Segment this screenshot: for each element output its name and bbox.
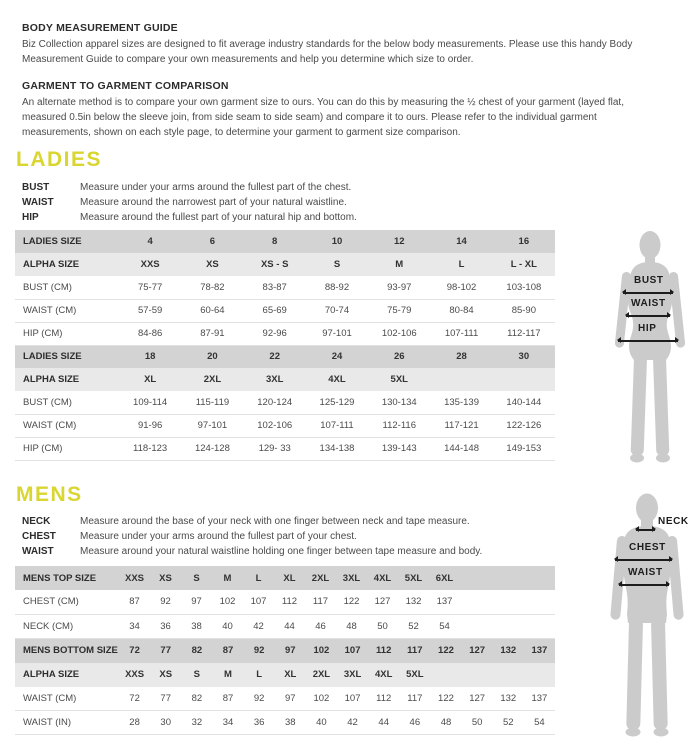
size-cell: 2XL bbox=[305, 566, 336, 590]
size-cell: 112 bbox=[368, 687, 399, 711]
chest-figure-label: CHEST bbox=[629, 542, 666, 553]
size-cell: 93-97 bbox=[368, 276, 430, 299]
size-cell: 92 bbox=[244, 639, 275, 663]
size-cell: 134-138 bbox=[306, 437, 368, 460]
definition-description: Measure under your arms around the fullest part of your chest. bbox=[80, 531, 357, 542]
definition-row bbox=[22, 514, 482, 529]
size-cell: 91-96 bbox=[119, 414, 181, 437]
definition-term: HIP bbox=[22, 212, 39, 223]
size-cell: 102 bbox=[306, 687, 337, 711]
female-silhouette-graphic bbox=[602, 230, 698, 472]
size-cell: 117 bbox=[399, 687, 430, 711]
size-cell: 137 bbox=[524, 687, 555, 711]
size-cell: 6XL bbox=[429, 566, 460, 590]
size-cell: 36 bbox=[150, 614, 181, 638]
size-cell: XXS bbox=[119, 663, 150, 687]
size-cell: XS bbox=[181, 253, 243, 276]
definition-term: WAIST bbox=[22, 197, 54, 208]
size-cell: 102 bbox=[306, 639, 337, 663]
row-label: WAIST (CM) bbox=[15, 299, 119, 322]
size-cell: 3XL bbox=[336, 566, 367, 590]
table-row bbox=[15, 639, 555, 663]
size-cell: 132 bbox=[398, 590, 429, 614]
size-cell: 10 bbox=[306, 230, 368, 253]
definition-term: NECK bbox=[22, 516, 51, 527]
size-cell: S bbox=[181, 663, 212, 687]
table-row bbox=[15, 711, 555, 735]
row-label: LADIES SIZE bbox=[15, 345, 119, 368]
size-cell: 88-92 bbox=[306, 276, 368, 299]
size-cell: 98-102 bbox=[430, 276, 492, 299]
definition-description: Measure around your natural waistline holding one finger between tape measure and body. bbox=[80, 546, 483, 557]
size-cell: S bbox=[306, 253, 368, 276]
size-cell: 117-121 bbox=[430, 414, 492, 437]
size-cell: 16 bbox=[493, 230, 555, 253]
mens-top-size-table bbox=[15, 566, 555, 639]
size-cell: 84-86 bbox=[119, 322, 181, 345]
waist-figure-label: WAIST bbox=[631, 298, 666, 309]
row-label: LADIES SIZE bbox=[15, 230, 119, 253]
size-cell: M bbox=[368, 253, 430, 276]
size-cell: 75-79 bbox=[368, 299, 430, 322]
guide-title: BODY MEASUREMENT GUIDE bbox=[22, 22, 178, 34]
size-cell: 97-101 bbox=[181, 414, 243, 437]
ladies-definitions bbox=[22, 180, 357, 225]
size-cell: 3XL bbox=[337, 663, 368, 687]
size-cell: 77 bbox=[150, 687, 181, 711]
size-cell: 40 bbox=[212, 614, 243, 638]
row-label: BUST (CM) bbox=[15, 276, 119, 299]
row-label: ALPHA SIZE bbox=[15, 663, 119, 687]
size-cell: 97 bbox=[181, 590, 212, 614]
size-cell: 42 bbox=[243, 614, 274, 638]
guide-paragraph: Biz Collection apparel sizes are designed to fit average industry standards for the below body measurements. Please use this handy Body Measurement Guide to compare your own measurements and help you determine which size to order. bbox=[22, 39, 633, 65]
size-cell: 14 bbox=[430, 230, 492, 253]
size-cell: 97 bbox=[275, 639, 306, 663]
size-cell bbox=[462, 663, 493, 687]
size-cell: M bbox=[212, 566, 243, 590]
size-cell: 28 bbox=[430, 345, 492, 368]
size-cell: 109-114 bbox=[119, 391, 181, 414]
size-cell: 132 bbox=[493, 687, 524, 711]
filler-cell bbox=[460, 566, 555, 590]
size-cell: 87 bbox=[212, 687, 243, 711]
size-cell: 18 bbox=[119, 345, 181, 368]
table-row bbox=[15, 276, 555, 299]
definition-description: Measure under your arms around the fullest part of the chest. bbox=[80, 182, 352, 193]
neck-figure-label: NECK bbox=[658, 516, 689, 527]
size-cell: 83-87 bbox=[244, 276, 306, 299]
size-cell: 28 bbox=[119, 711, 150, 735]
size-cell: 92 bbox=[244, 687, 275, 711]
definition-term: BUST bbox=[22, 182, 50, 193]
size-cell: L bbox=[430, 253, 492, 276]
male-silhouette bbox=[600, 492, 700, 750]
row-label: ALPHA SIZE bbox=[15, 253, 119, 276]
size-cell: 72 bbox=[119, 639, 150, 663]
size-cell bbox=[430, 368, 492, 391]
size-cell: 137 bbox=[524, 639, 555, 663]
bust-figure-label: BUST bbox=[634, 275, 664, 286]
size-cell: 112 bbox=[274, 590, 305, 614]
row-label: MENS TOP SIZE bbox=[15, 566, 119, 590]
size-cell: L bbox=[243, 566, 274, 590]
size-cell: M bbox=[212, 663, 243, 687]
size-cell: 87-91 bbox=[181, 322, 243, 345]
size-cell: 103-108 bbox=[493, 276, 555, 299]
size-cell: 34 bbox=[119, 614, 150, 638]
row-label: MENS BOTTOM SIZE bbox=[15, 639, 119, 663]
size-cell: 140-144 bbox=[493, 391, 555, 414]
table-row bbox=[15, 437, 555, 460]
definition-row bbox=[22, 195, 357, 210]
size-cell: 122 bbox=[430, 687, 461, 711]
filler-cell bbox=[460, 590, 555, 614]
size-cell: 26 bbox=[368, 345, 430, 368]
definition-row bbox=[22, 180, 357, 195]
size-cell: 30 bbox=[150, 711, 181, 735]
size-cell: L bbox=[244, 663, 275, 687]
definition-row bbox=[22, 529, 482, 544]
mens-bottom-size-table bbox=[15, 639, 555, 736]
size-cell: 42 bbox=[337, 711, 368, 735]
waist-figure-label-male: WAIST bbox=[628, 567, 663, 578]
size-cell: 65-69 bbox=[244, 299, 306, 322]
mens-definitions bbox=[22, 514, 482, 559]
size-cell: XXS bbox=[119, 566, 150, 590]
size-cell bbox=[430, 663, 461, 687]
size-cell: XS bbox=[150, 566, 181, 590]
size-cell: 102-106 bbox=[244, 414, 306, 437]
row-label: WAIST (CM) bbox=[15, 414, 119, 437]
female-silhouette bbox=[602, 230, 698, 472]
size-cell: 46 bbox=[399, 711, 430, 735]
ladies-size-table bbox=[15, 230, 555, 461]
size-cell: 149-153 bbox=[493, 437, 555, 460]
hip-arrow-icon bbox=[618, 340, 678, 342]
table-row bbox=[15, 663, 555, 687]
size-cell: 52 bbox=[398, 614, 429, 638]
size-cell: 137 bbox=[429, 590, 460, 614]
ladies-heading: LADIES bbox=[16, 148, 103, 171]
size-cell: 107 bbox=[337, 687, 368, 711]
definition-row bbox=[22, 210, 357, 225]
size-cell: 44 bbox=[368, 711, 399, 735]
size-cell: 127 bbox=[462, 639, 493, 663]
definition-term: CHEST bbox=[22, 531, 56, 542]
size-cell: 2XL bbox=[181, 368, 243, 391]
size-cell: 8 bbox=[244, 230, 306, 253]
size-cell: 107 bbox=[337, 639, 368, 663]
size-cell: 97 bbox=[275, 687, 306, 711]
size-cell: 122 bbox=[336, 590, 367, 614]
row-label: HIP (CM) bbox=[15, 437, 119, 460]
waist-arrow-icon bbox=[626, 315, 670, 317]
definition-row bbox=[22, 544, 482, 559]
size-cell: 5XL bbox=[399, 663, 430, 687]
size-cell: 40 bbox=[306, 711, 337, 735]
size-cell: 30 bbox=[493, 345, 555, 368]
size-cell: 102 bbox=[212, 590, 243, 614]
size-cell: 60-64 bbox=[181, 299, 243, 322]
size-cell: 5XL bbox=[398, 566, 429, 590]
row-label: NECK (CM) bbox=[15, 614, 119, 638]
size-cell: 36 bbox=[244, 711, 275, 735]
table-row bbox=[15, 687, 555, 711]
size-cell: 112 bbox=[368, 639, 399, 663]
row-label: ALPHA SIZE bbox=[15, 368, 119, 391]
table-row bbox=[15, 230, 555, 253]
size-cell: 127 bbox=[367, 590, 398, 614]
mens-size-tables-wrap bbox=[15, 566, 555, 735]
size-cell: 4XL bbox=[368, 663, 399, 687]
size-cell: 80-84 bbox=[430, 299, 492, 322]
size-cell: 5XL bbox=[368, 368, 430, 391]
size-cell: 20 bbox=[181, 345, 243, 368]
comparison-paragraph: An alternate method is to compare your own garment size to ours. You can do this by measuring the ½ chest of your garment (layed flat, measured 0.5in below the sleeve join, from side seam to side seam) and compare it to ours. Please refer to the individual garment measurements, shown on each style page, to determine your garment to garment size comparison. bbox=[22, 97, 624, 138]
size-cell: 54 bbox=[429, 614, 460, 638]
size-cell: 57-59 bbox=[119, 299, 181, 322]
table-row bbox=[15, 614, 555, 638]
row-label: CHEST (CM) bbox=[15, 590, 119, 614]
size-cell: 52 bbox=[493, 711, 524, 735]
size-cell: 3XL bbox=[244, 368, 306, 391]
size-cell: 135-139 bbox=[430, 391, 492, 414]
size-cell: 34 bbox=[212, 711, 243, 735]
size-cell: 6 bbox=[181, 230, 243, 253]
table-row bbox=[15, 368, 555, 391]
size-cell: 72 bbox=[119, 687, 150, 711]
size-cell: 82 bbox=[181, 687, 212, 711]
size-cell: 117 bbox=[305, 590, 336, 614]
size-cell: XS - S bbox=[244, 253, 306, 276]
size-cell: 24 bbox=[306, 345, 368, 368]
size-cell: 22 bbox=[244, 345, 306, 368]
size-cell: 139-143 bbox=[368, 437, 430, 460]
size-cell: 46 bbox=[305, 614, 336, 638]
size-cell: 70-74 bbox=[306, 299, 368, 322]
table-row bbox=[15, 253, 555, 276]
size-cell bbox=[493, 368, 555, 391]
neck-arrow-icon bbox=[636, 529, 655, 531]
size-cell: 107 bbox=[243, 590, 274, 614]
size-cell: 4XL bbox=[367, 566, 398, 590]
ladies-size-table-wrap bbox=[15, 230, 555, 461]
male-silhouette-graphic bbox=[600, 492, 700, 750]
definition-description: Measure around the fullest part of your natural hip and bottom. bbox=[80, 212, 357, 223]
size-cell: 92-96 bbox=[244, 322, 306, 345]
size-cell: 87 bbox=[212, 639, 243, 663]
size-cell: 122-126 bbox=[493, 414, 555, 437]
table-row bbox=[15, 345, 555, 368]
size-cell: 120-124 bbox=[244, 391, 306, 414]
size-cell: 129- 33 bbox=[244, 437, 306, 460]
definition-term: WAIST bbox=[22, 546, 54, 557]
size-cell: 122 bbox=[430, 639, 461, 663]
table-row bbox=[15, 414, 555, 437]
size-cell: XXS bbox=[119, 253, 181, 276]
size-cell: 115-119 bbox=[181, 391, 243, 414]
row-label: WAIST (IN) bbox=[15, 711, 119, 735]
size-cell bbox=[493, 663, 524, 687]
size-cell: 144-148 bbox=[430, 437, 492, 460]
size-cell: 125-129 bbox=[306, 391, 368, 414]
size-cell: 87 bbox=[119, 590, 150, 614]
definition-description: Measure around the narrowest part of your natural waistline. bbox=[80, 197, 347, 208]
size-cell: 102-106 bbox=[368, 322, 430, 345]
size-cell: XS bbox=[150, 663, 181, 687]
table-row bbox=[15, 299, 555, 322]
size-cell: 44 bbox=[274, 614, 305, 638]
size-cell: 132 bbox=[493, 639, 524, 663]
size-cell: 4 bbox=[119, 230, 181, 253]
table-row bbox=[15, 566, 555, 590]
size-cell: L - XL bbox=[493, 253, 555, 276]
chest-arrow-icon bbox=[615, 559, 672, 561]
size-cell: XL bbox=[275, 663, 306, 687]
table-row bbox=[15, 322, 555, 345]
size-cell: 4XL bbox=[306, 368, 368, 391]
size-cell: 48 bbox=[430, 711, 461, 735]
size-cell: 107-111 bbox=[306, 414, 368, 437]
size-cell: XL bbox=[274, 566, 305, 590]
size-cell: 48 bbox=[336, 614, 367, 638]
intro-section bbox=[22, 22, 662, 153]
size-cell: 2XL bbox=[306, 663, 337, 687]
table-row bbox=[15, 391, 555, 414]
size-cell: 50 bbox=[462, 711, 493, 735]
row-label: HIP (CM) bbox=[15, 322, 119, 345]
size-cell bbox=[524, 663, 555, 687]
waist-arrow-icon-male bbox=[619, 584, 669, 586]
size-cell: 117 bbox=[399, 639, 430, 663]
size-cell: 124-128 bbox=[181, 437, 243, 460]
size-cell: XL bbox=[119, 368, 181, 391]
size-cell: 127 bbox=[462, 687, 493, 711]
size-cell: 107-111 bbox=[430, 322, 492, 345]
size-cell: 92 bbox=[150, 590, 181, 614]
row-label: BUST (CM) bbox=[15, 391, 119, 414]
size-cell: 85-90 bbox=[493, 299, 555, 322]
size-cell: 54 bbox=[524, 711, 555, 735]
hip-figure-label: HIP bbox=[638, 323, 657, 334]
size-cell: 82 bbox=[181, 639, 212, 663]
size-cell: 112-116 bbox=[368, 414, 430, 437]
size-cell: 112-117 bbox=[493, 322, 555, 345]
size-cell: 38 bbox=[181, 614, 212, 638]
size-cell: 77 bbox=[150, 639, 181, 663]
size-cell: 118-123 bbox=[119, 437, 181, 460]
comparison-title: GARMENT TO GARMENT COMPARISON bbox=[22, 80, 229, 92]
bust-arrow-icon bbox=[623, 292, 673, 294]
size-cell: 38 bbox=[275, 711, 306, 735]
size-cell: 78-82 bbox=[181, 276, 243, 299]
size-cell: 75-77 bbox=[119, 276, 181, 299]
definition-description: Measure around the base of your neck with one finger between neck and tape measure. bbox=[80, 516, 470, 527]
table-row bbox=[15, 590, 555, 614]
size-cell: 32 bbox=[181, 711, 212, 735]
size-cell: 97-101 bbox=[306, 322, 368, 345]
size-cell: 130-134 bbox=[368, 391, 430, 414]
filler-cell bbox=[460, 614, 555, 638]
mens-heading: MENS bbox=[16, 483, 83, 506]
row-label: WAIST (CM) bbox=[15, 687, 119, 711]
size-cell: 12 bbox=[368, 230, 430, 253]
size-cell: S bbox=[181, 566, 212, 590]
size-cell: 50 bbox=[367, 614, 398, 638]
